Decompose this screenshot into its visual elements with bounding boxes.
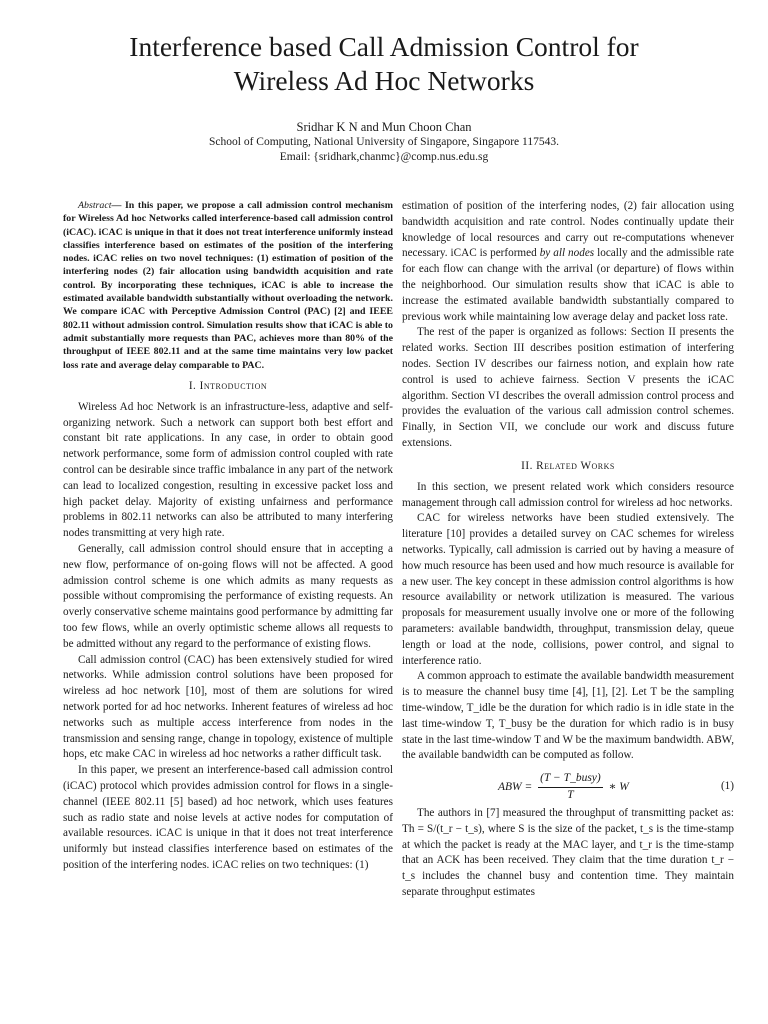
abstract [63, 199, 393, 372]
right-column [402, 199, 734, 901]
related-paragraph-4: The authors in [7] measured the throughput of transmitting packet as: Th = S/(t_r − t_s), where S is the size of the packet, t_s is the time-stamp at which the packet is ready at the MAC layer, and t_r is the time-stamp that an ACK has been received. They claim that the time duration t_r − t_s includes the channel busy and contention time. They maintain separate throughput estimates [402, 807, 734, 899]
title-line-2: Wireless Ad Hoc Networks [233, 65, 535, 96]
section-heading-introduction: I. Introduction [188, 379, 268, 392]
title-line-1: Interference based Call Admission Control for [129, 31, 639, 62]
equation-1 [402, 769, 734, 803]
intro-paragraph-3: Call admission control (CAC) has been extensively studied for wired networks. While admission control solutions have been proposed for wireless ad hoc network [10], most of them are solutions for wired network ported for ad hoc networks. Inherent features of wireless ad hoc networks such as multiple access interference from nodes in the transmission and sensing range, change in topology, existence of multiple hops, etc make CAC in wireless ad hoc networks a rather difficult task. [63, 653, 393, 761]
intro-paragraph-6: The rest of the paper is organized as follows: Section II presents the related works. Section III describes position estimation of interfering nodes. Section IV describes our fairness notion, and explain how rate control is used to achieve fairness. Section V presents the iCAC algorithm. Section VI describes the overall admission control process and provides the evaluation of the various call admission control schemes. Finally, in Section VII, we conclude our work and discuss future extensions. [402, 326, 734, 449]
related-paragraph-3: A common approach to estimate the available bandwidth measurement is to measure the channel busy time [4], [1], [2]. Let T be the sampling time-window, T_idle be the duration for which radio is in idle state in the last time-window T, T_busy be the duration for which radio is in busy state in the last time-window T and W be the maximum bandwidth. ABW, the available bandwidth can be computed as follow. [402, 670, 734, 762]
equation-denominator: T [567, 788, 574, 801]
intro-paragraph-5: estimation of position of the interfering nodes, (2) fair allocation using bandwidth acquisition and rate control. Nodes continually update their knowledge of local resources and carry out re-computations whenever necessary. iCAC is performed by all nodes locally and the admissible rate for each flow can change with the arrival (or departure) of flows within the neighborhood. Our simulation results show that iCAC is able to increase the estimated available bandwidth substantially compared to previous work while maintaining low average delay and packet loss rate. [402, 200, 734, 323]
section-heading-related-works: II. Related Works [521, 459, 615, 472]
intro-paragraph-2: Generally, call admission control should ensure that in accepting a new flow, performance of on-going flows will not be affected. A good admission control scheme is one which admits as many requests as possible without compromising the performance of existing requests. An overly conservative scheme maintains good performance by admitting far too few flows, while an overly optimistic scheme allows all requests to be admitted without any regard to the performance of existing flows. [63, 543, 393, 650]
email: Email: {sridhark,chanmc}@comp.nus.edu.sg [279, 151, 489, 163]
emphasis-by-all-nodes: by all nodes [539, 247, 595, 260]
related-paragraph-2: CAC for wireless networks have been studied extensively. The literature [10] provides a detailed survey on CAC schemes for wireless networks. Typically, call admission is carried out by having a measure of how much resource has been used and how much resource is available for a new user. The key concept in these admission control algorithms is how resource availability or network utilization is measured. The various proposals for measurement usually involve one or more of the following parameters: available bandwidth, throughput, transmission delay, queue length or load at the node, collisions, power control, and signal to interference ratio. [402, 512, 734, 667]
equation-numerator: (T − T_busy) [538, 771, 603, 788]
intro-paragraph-4: In this paper, we present an interference-based call admission control (iCAC) protocol which provides admission control for flows in a single-channel (IEEE 802.11 [5] based) ad hoc network, which uses features such as radio state and noise levels at active nodes for computation of available resources. iCAC is unique in that it does not treat interference uniformly but instead classifies interference based on estimates of the position of the interfering nodes. iCAC relies on two techniques: (1) [63, 764, 393, 871]
related-paragraph-1: In this section, we present related work which considers resource management through call admission control for wireless ad hoc networks. [402, 480, 734, 509]
left-column [63, 199, 393, 874]
abstract-label: Abstract [78, 200, 112, 211]
equation-body [498, 771, 629, 804]
equation-lhs: ABW = [498, 781, 533, 794]
equation-rhs: ∗ W [608, 781, 629, 794]
intro-paragraph-1: Wireless Ad hoc Network is an infrastructure-less, adaptive and self-organizing network. Such a network can support both best effort and constant bit rate applications. In any case, in order to obtain good network performance, some form of admission control coupled with rate control can be desirable since traffic imbalance in any part of the network can lead to localized congestion, resulting in excessive packet loss and high packet delay. Majority of existing unfairness and performance problems in 802.11 networks can also be attributed to many interfering nodes transmitting at very high rate. [63, 400, 393, 540]
equation-number: (1) [720, 780, 734, 793]
abstract-text: — In this paper, we propose a call admission control mechanism for Wireless Ad hoc Networks called interference-based call admission control (iCAC). iCAC is unique in that it does not treat interference uniformly instead classifies interference based on estimates of the position of the interfering nodes. iCAC relies on two novel techniques: (1) estimation of position of the interfering nodes (2) fair allocation using bandwidth acquisition and rate control. By incorporating these techniques, iCAC is able to increase the estimated available bandwidth substantially without overloading the network. We compare iCAC with Perceptive Admission Control (PAC) [2] and IEEE 802.11 without admission control. Simulation results show that iCAC is able to admit substantially more requests than PAC, achieves more than 80% of the throughput of IEEE 802.11 and at the same time maintains very low packet loss rate and average delay comparable to PAC. [63, 200, 393, 371]
authors: Sridhar K N and Mun Choon Chan [296, 120, 472, 134]
equation-fraction [538, 771, 603, 804]
affiliation: School of Computing, National University of Singapore, Singapore 117543. [209, 136, 559, 148]
paper-title [0, 30, 768, 98]
